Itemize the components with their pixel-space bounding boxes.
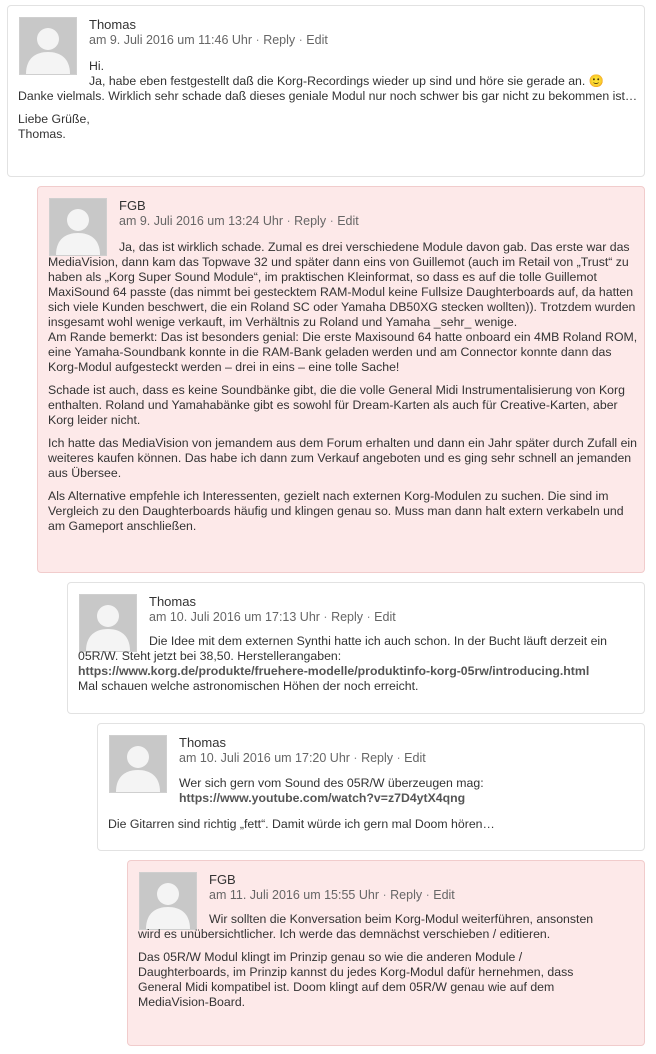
comment-text: Ja, das ist wirklich schade. Zumal es drei verschiedene Module davon gab. Das erste war das MediaVision, dann kam das Topwave 32 und später dann eins von Guillemot (auch im Retail von „Trust“ zu haben als „Korg Super Sound Module“, im praktischen Kleinformat, so dass es auf die tolle Guillemot MaxiSound 64 passte (das nimmt bei gestecktem RAM-Modul keine Fullsize Daughterboards auf, da hatten sich viele Kunden beschwert, die ein Roland SC oder Yamaha DB50XG stecken wollten)). Trotzdem wurden insgesamt wohl wenige verkauft, im Verhältnis zu Roland und Yamaha _sehr_ wenige. <box>48 240 636 329</box>
comment-meta: am 11. Juli 2016 um 15:55 Uhr · Reply · Edit <box>209 888 455 902</box>
comment-text: Liebe Grüße, <box>18 112 90 126</box>
comment-text: Wer sich gern vom Sound des 05R/W überzeugen mag: <box>179 776 484 790</box>
comment-3 <box>67 582 645 714</box>
comment-author: FGB <box>119 198 146 213</box>
comment-body <box>18 59 638 142</box>
default-avatar-icon <box>110 736 166 792</box>
comment-date-link[interactable]: am 10. Juli 2016 um 17:20 Uhr <box>179 751 350 765</box>
comment-date-link[interactable]: am 9. Juli 2016 um 13:24 Uhr <box>119 214 283 228</box>
comment-meta: am 9. Juli 2016 um 13:24 Uhr · Reply · Edit <box>119 214 359 228</box>
comment-text: Das 05R/W Modul klingt im Prinzip genau so wie die anderen Module / Daughterboards, im Prinzip kannst du jedes Korg-Modul dafür hernehmen, dass General Midi kompatibel ist. Doom klingt auf dem 05R/W genau wie auf dem MediaVision-Board. <box>138 950 574 1009</box>
external-link[interactable]: https://www.youtube.com/watch?v=z7D4ytX4qng <box>179 791 466 805</box>
reply-link[interactable]: Reply <box>294 214 327 228</box>
edit-link[interactable]: Edit <box>337 214 359 228</box>
comment-date-link[interactable]: am 11. Juli 2016 um 15:55 Uhr <box>209 888 380 902</box>
comment-2 <box>37 186 645 573</box>
external-link[interactable]: https://www.korg.de/produkte/fruehere-modelle/produktinfo-korg-05rw/introducing.html <box>78 664 590 678</box>
comment-body <box>138 912 616 1018</box>
edit-link[interactable]: Edit <box>374 610 396 624</box>
comment-body <box>48 240 638 542</box>
comment-text: Schade ist auch, dass es keine Soundbänke gibt, die die volle General Midi Instrumentalisierung von Korg enthalten. Roland und Yamahabänke gibt es sowohl für Dream-Karten als auch für Creative-Karten, aber Korg leider nicht. <box>48 383 625 427</box>
comment-body <box>78 634 638 694</box>
comment-body <box>108 817 638 832</box>
comment-author: Thomas <box>89 17 136 32</box>
edit-link[interactable]: Edit <box>433 888 455 902</box>
comment-text: Hi. <box>89 59 105 73</box>
comment-author: FGB <box>209 872 236 887</box>
comment-text: Am Rande bemerkt: Das ist besonders genial: Die erste Maxisound 64 hatte onboard ein 4MB Roland ROM, eine Yamaha-Soundbank konnte in die RAM-Bank geladen werden und am Connector konnte dann das Korg-Modul aufgesteckt werden – drei in eins – eine tolle Sache! <box>48 330 638 374</box>
comment-4 <box>97 723 645 851</box>
comment-date-link[interactable]: am 9. Juli 2016 um 11:46 Uhr <box>89 33 253 47</box>
comment-text: Die Idee mit dem externen Synthi hatte ich auch schon. In der Bucht läuft derzeit ein 05R/W. Steht jetzt bei 38,50. Herstellerangaben: <box>78 634 607 663</box>
comment-text: Wir sollten die Konversation beim Korg-Modul weiterführen, ansonsten wird es unübersichtlicher. Ich werde das demnächst verschieben / editieren. <box>138 912 594 941</box>
comment-text: Die Gitarren sind richtig „fett“. Damit würde ich gern mal Doom hören… <box>108 817 495 831</box>
avatar <box>109 735 167 793</box>
comment-author: Thomas <box>149 594 196 609</box>
comment-author: Thomas <box>179 735 226 750</box>
comment-1 <box>7 5 645 177</box>
reply-link[interactable]: Reply <box>361 751 394 765</box>
reply-link[interactable]: Reply <box>331 610 364 624</box>
comment-text: Als Alternative empfehle ich Interessenten, gezielt nach externen Korg-Modulen zu suchen. Die sind im Vergleich zu den Daughterboards häufig und klingen genau so. Muss man dann halt extern verkabeln und am Gameport anschließen. <box>48 489 624 533</box>
comment-date-link[interactable]: am 10. Juli 2016 um 17:13 Uhr <box>149 610 320 624</box>
comment-meta: am 10. Juli 2016 um 17:20 Uhr · Reply · Edit <box>179 751 426 765</box>
comment-meta: am 9. Juli 2016 um 11:46 Uhr · Reply · Edit <box>89 33 328 47</box>
comment-text: Thomas. <box>18 127 66 141</box>
comment-text: Ich hatte das MediaVision von jemandem aus dem Forum erhalten und dann ein Jahr später durch Zufall ein weiteres kaufen können. Das habe ich dann zum Verkauf angeboten und es ging sehr schnell an jemanden aus Übersee. <box>48 436 637 480</box>
comment-text: Ja, habe eben festgestellt daß die Korg-Recordings wieder up sind und höre sie gerade an. 🙂 Danke vielmals. Wirklich sehr schade daß dieses geniale Modul nur noch schwer bis gar nicht zu bekommen ist… <box>18 74 638 103</box>
edit-link[interactable]: Edit <box>306 33 328 47</box>
comment-body <box>179 776 629 806</box>
comment-text: Mal schauen welche astronomischen Höhen der noch erreicht. <box>78 679 419 693</box>
edit-link[interactable]: Edit <box>404 751 426 765</box>
comment-5 <box>127 860 645 1046</box>
comment-meta: am 10. Juli 2016 um 17:13 Uhr · Reply · Edit <box>149 610 396 624</box>
reply-link[interactable]: Reply <box>390 888 423 902</box>
reply-link[interactable]: Reply <box>263 33 296 47</box>
